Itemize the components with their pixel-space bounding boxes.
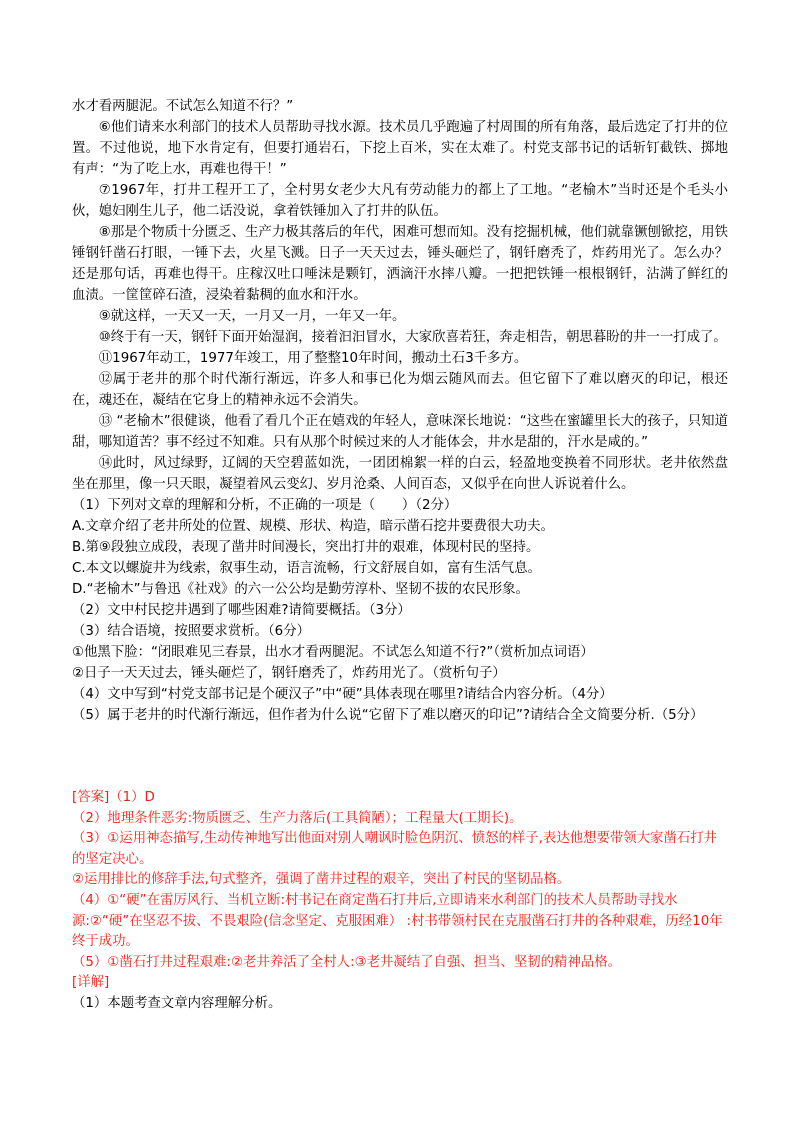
detail-1: （1）本题考查文章内容理解分析。 (72, 995, 282, 1011)
passage-line: 水才看两腿泥。不试怎么知道不行？” (72, 99, 294, 114)
passage-paragraph-12: ⑫属于老井的那个时代渐行渐远，许多人和事已化为烟云随风而去。但它留下了难以磨灭的印记，根还在，魂还在，凝结在它身上的精神永远不会消失。 (72, 372, 728, 408)
passage-paragraph-9: ⑨就这样，一天又一天，一月又一月，一年又一年。 (98, 309, 406, 324)
passage-paragraph-14: ⑭此时，风过绿野，辽阔的天空碧蓝如洗，一团团棉絮一样的白云，轻盈地变换着不同形状。老井依然盘坐在那里，像一只天眼，凝望着风云变幻、岁月沧桑、人间百态，又似乎在向世人诉说着什么。 (72, 456, 728, 492)
passage-paragraph-6: ⑥他们请来水利部门的技术人员帮助寻找水源。技术员几乎跑遍了村周围的所有角落，最后选定了打井的位置。不过他说，地下水肯定有，但要打通岩石，下挖上百米，实在太难了。村党支部书记的话斩钉截铁、掷地有声：“为了吃上水，再难也得干！” (72, 120, 728, 177)
answer-5: （5）①凿石打井过程艰难:②老井养活了全村人:③老井凝结了自强、担当、坚韧的精神品格。 (72, 954, 622, 970)
question-1-option-c: C.本文以螺旋井为线索，叙事生动，语言流畅，行文舒展自如，富有生活气息。 (72, 561, 541, 576)
question-1-option-b: B.第⑨段独立成段，表现了凿井时间漫长，突出打井的艰难，体现村民的坚持。 (72, 540, 540, 555)
question-1-option-d: D.“老榆木”与鲁迅《社戏》的六一公公均是勤劳淳朴、坚韧不拔的农民形象。 (72, 582, 529, 597)
question-3: （3）结合语境，按照要求赏析。（6分） (72, 624, 310, 639)
question-3-part-1: ①他黑下脸：“闭眼难见三春景，出水才看两腿泥。不试怎么知道不行?”（赏析加点词语） (72, 645, 594, 660)
answer-3-part-1: （3）①运用神态描写,生动传神地写出他面对别人嘲讽时脸色阴沉、愤怒的样子,表达他想要带领大家凿石打井的坚定决心。 (72, 831, 718, 867)
answer-4: （4）①“硬”在雷厉风行、当机立断:村书记在商定凿石打井后,立即请来水利部门的技术人员帮助寻找水源:②“硬”在坚忍不拔、不畏艰险(信念坚定、克服困难） :村书带领村民在克服凿石打井的各种艰难，历经10年终于成功。 (72, 892, 723, 950)
passage-paragraph-11: ⑪1967年动工，1977年竣工，用了整整10年时间，搬动土石3千多方。 (98, 351, 528, 366)
question-3-part-2: ②日子一天天过去，锤头砸烂了，钢钎磨秃了，炸药用光了。（赏析句子） (72, 666, 506, 681)
question-5: （5）属于老井的时代渐行渐远，但作者为什么说“它留下了难以磨灭的印记”?请结合全文简要分析.（5分） (72, 708, 704, 723)
question-4: （4）文中写到“村党支部书记是个硬汉子”中“硬”具体表现在哪里?请结合内容分析。（4分） (72, 687, 613, 702)
passage-paragraph-13: ⑬ “老榆木”很健谈，他看了看几个正在嬉戏的年轻人，意味深长地说：“这些在蜜罐里长大的孩子，只知道甜，哪知道苦？事不经过不知难。只有从那个时候过来的人才能体会，井水是甜的，汗水是咸的。” (72, 414, 728, 450)
passage-paragraph-10: ⑩终于有一天，钢钎下面开始湿润，接着汩汩冒水，大家欣喜若狂，奔走相告，朝思暮盼的井一一打成了。 (98, 330, 727, 345)
detail-heading: [详解] (72, 975, 110, 991)
answer-section (72, 788, 728, 1015)
question-2: （2）文中村民挖井遇到了哪些困难?请简要概括。（3分） (72, 603, 411, 618)
answer-1: [答案]（1）D (72, 790, 155, 805)
passage-paragraph-8: ⑧那是个物质十分匮乏、生产力极其落后的年代，困难可想而知。没有挖掘机械，他们就靠镢刨锨挖，用铁锤钢钎凿石打眼，一锤下去，火星飞溅。日子一天天过去，锤头砸烂了，钢钎磨秃了，炸药用光了。怎么办？还是那句话，再难也得干。庄稼汉吐口唾沫是颗钉，洒滴汗水摔八瓣。一把把铁锤一根根钢钎，沾满了鲜红的血渍。一筐筐碎石渣，浸染着黏稠的血水和汗水。 (72, 225, 728, 303)
passage-and-questions (72, 96, 728, 726)
passage-paragraph-7: ⑦1967年，打井工程开工了，全村男女老少大凡有劳动能力的都上了工地。“老榆木”当时还是个毛头小伙，媳妇刚生儿子，他二话没说，拿着铁锤加入了打井的队伍。 (72, 183, 728, 219)
answer-3-part-2: ②运用排比的修辞手法,句式整齐，强调了凿井过程的艰辛，突出了村民的坚韧品格。 (72, 872, 571, 888)
question-1-option-a: A.文章介绍了老井所处的位置、规模、形状、构造，暗示凿石挖井要费很大功夫。 (72, 519, 554, 534)
question-1: （1）下列对文章的理解和分析，不正确的一项是（ ）（2分） (72, 498, 458, 513)
answer-2: （2）地理条件恶劣:物质匮乏、生产力落后(工具简陋）；工程量大(工期长)。 (72, 810, 523, 826)
